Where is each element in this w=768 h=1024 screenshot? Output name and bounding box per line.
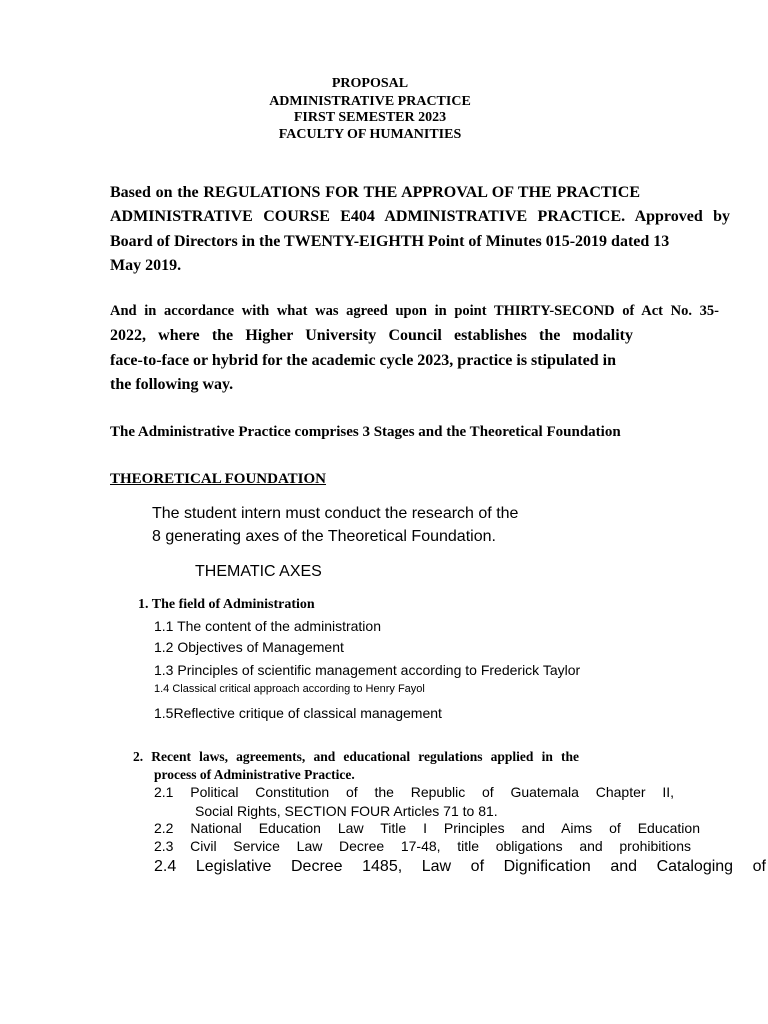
axis1-item-1-4: 1.4 Classical critical approach according to Henry Fayol (154, 683, 425, 695)
para1-line1: Based on the REGULATIONS FOR THE APPROVAL OF THE PRACTICE (110, 184, 640, 201)
axis2-item-2-1-line2: Social Rights, SECTION FOUR Articles 71 to 81. (195, 803, 498, 819)
para1-line2: ADMINISTRATIVE COURSE E404 ADMINISTRATIVE PRACTICE. Approved by (110, 208, 730, 225)
axis2-item-2-2: 2.2 National Education Law Title I Principles and Aims of Education (154, 820, 700, 836)
para2-line2: 2022, where the Higher University Council establishes the modality (110, 327, 633, 344)
axis2-item-2-3: 2.3 Civil Service Law Decree 17-48, title obligations and prohibitions (154, 838, 691, 854)
axis1-title: 1. The field of Administration (138, 597, 315, 612)
axis1-item-1-5: 1.5Reflective critique of classical management (154, 705, 442, 721)
header-line-administrative-practice: ADMINISTRATIVE PRACTICE (269, 94, 471, 109)
header-line-faculty: FACULTY OF HUMANITIES (278, 127, 462, 142)
axis2-item-2-4: 2.4 Legislative Decree 1485, Law of Dignification and Cataloging of (154, 858, 766, 875)
para1-line4: May 2019. (110, 257, 182, 274)
para2-line3: face-to-face or hybrid for the academic cycle 2023, practice is stipulated in (110, 352, 616, 369)
axis2-title-line2: process of Administrative Practice. (154, 767, 355, 782)
section-title-theoretical-foundation: THEORETICAL FOUNDATION (110, 471, 327, 487)
axis2-title-line1: 2. Recent laws, agreements, and educational regulations applied in the (133, 749, 579, 764)
intro-line1: The student intern must conduct the research of the (152, 505, 519, 522)
axis1-item-1-2: 1.2 Objectives of Management (154, 639, 344, 655)
para2-line4: the following way. (110, 376, 234, 393)
header-line-semester: FIRST SEMESTER 2023 (293, 110, 447, 125)
para2-line1: And in accordance with what was agreed upon in point THIRTY-SECOND of Act No. 35- (110, 303, 719, 319)
para1-line3: Board of Directors in the TWENTY-EIGHTH Point of Minutes 015-2019 dated 13 (110, 233, 670, 250)
intro-line2: 8 generating axes of the Theoretical Foundation. (152, 528, 496, 545)
axis1-item-1-1: 1.1 The content of the administration (154, 618, 381, 634)
axis1-item-1-3: 1.3 Principles of scientific management according to Frederick Taylor (154, 662, 581, 678)
thematic-axes-heading: THEMATIC AXES (195, 563, 322, 580)
header-line-proposal: PROPOSAL (331, 76, 409, 91)
axis2-item-2-1-line1: 2.1 Political Constitution of the Republic of Guatemala Chapter II, (154, 784, 674, 800)
stages-statement: The Administrative Practice comprises 3 Stages and the Theoretical Foundation (110, 424, 621, 440)
